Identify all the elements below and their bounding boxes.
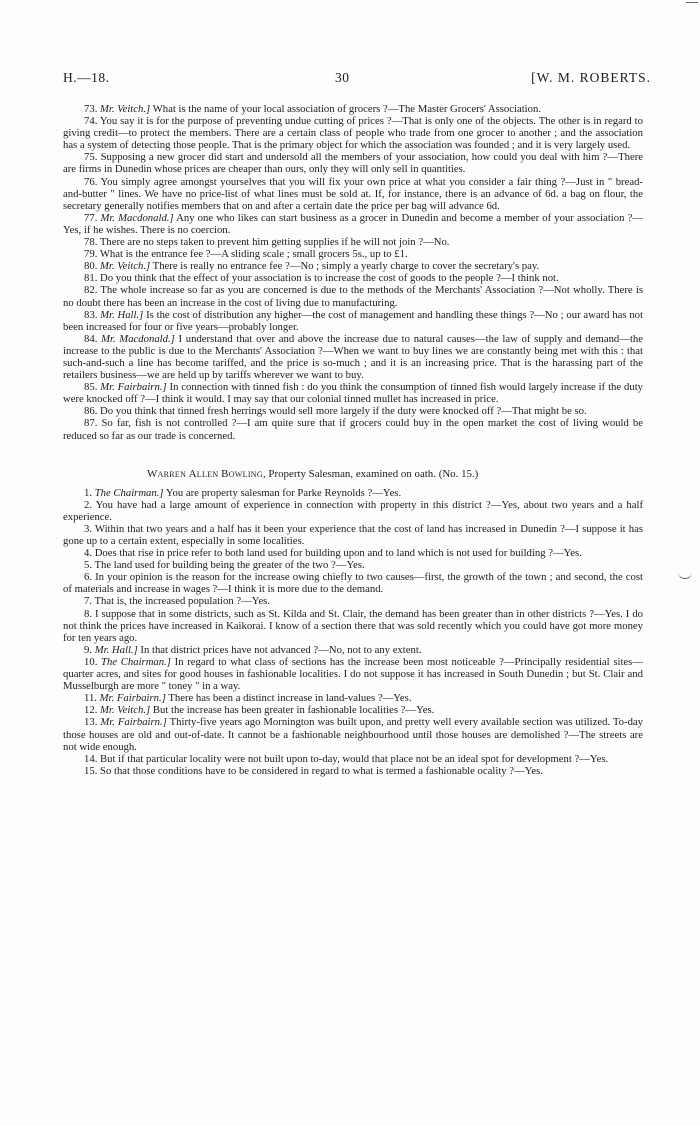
question-paragraph (63, 176, 643, 212)
question-number: 2. (84, 498, 93, 511)
speaker-name: The Chairman.] (101, 655, 171, 668)
question-number: 1. (84, 486, 93, 499)
question-paragraph (63, 692, 643, 704)
question-number: 15. (84, 764, 98, 777)
question-number: 83. (84, 308, 98, 321)
margin-tick (686, 2, 698, 3)
witness-heading (63, 468, 643, 481)
question-text: You are property salesman for Parke Reynolds ?—Yes. (163, 486, 402, 499)
question-number: 10. (84, 655, 98, 668)
witness-surname: Bowling (221, 467, 263, 480)
question-text: There is really no entrance fee ?—No ; simply a yearly charge to cover the secretary's pay. (150, 260, 540, 273)
question-paragraph (63, 547, 643, 559)
question-paragraph (63, 417, 643, 441)
witness-header: [W. M. ROBERTS. (531, 70, 651, 85)
question-text: But the increase has been greater in fashionable localities ?—Yes. (150, 704, 435, 717)
question-paragraph (63, 212, 643, 236)
question-paragraph (63, 595, 643, 607)
speaker-name: Mr. Fairbairn.] (100, 716, 167, 729)
question-paragraph (63, 644, 643, 656)
question-number: 76. (84, 175, 98, 188)
document-page (63, 70, 651, 777)
question-text: What is the name of your local association of grocers ?—The Master Grocers' Association. (150, 103, 542, 115)
question-text: You simply agree amongst yourselves that you will fix your own price at what you consider a fair thing ?—Just in " bread-and-butter " lines. We have no price-list of what lines must be sold at. If, for instance, there is an advance of 6d. a bag on flour, the secretary generally notifies members that on and after a certain date the price per bag will advance 6d. (63, 175, 643, 212)
question-paragraph (63, 260, 643, 272)
question-text: Supposing a new grocer did start and undersold all the members of your association, how could you deal with him ?—There are firms in Dunedin whose prices are cheaper than ours, only they will only sell in quantities. (63, 151, 644, 176)
question-number: 82. (84, 284, 98, 297)
question-text: I understand that over and above the increase due to natural causes—the law of supply and demand—the increase to the public is due to the Merchants' Association ?—When we want to buy lines we are constantly being met with this : that such-and-such a line has become tariffed, and the price is so-much ; and it is an increasing price. That is the harassing part of the retailers business—we are held up by tariffs wherever we want to buy. (63, 332, 644, 382)
witness-name: Warren Allen (147, 467, 219, 480)
question-text: Thirty-five years ago Mornington was built upon, and pretty well every available section was utilized. To-day those houses are old and out-of-date. It cannot be a fashionable neighbourhood until those houses are demolished ?—The streets are not wide enough. (63, 716, 644, 753)
question-number: 6. (84, 571, 93, 584)
question-paragraph (63, 608, 643, 644)
question-text: In connection with tinned fish : do you think the consumption of tinned fish would largely increase if the duty were knocked off ?—I think it would. I may say that our colonial tinned mullet has increased in price. (63, 381, 644, 406)
question-number: 8. (84, 607, 93, 620)
question-paragraph (63, 559, 643, 571)
question-number: 7. (84, 595, 93, 608)
question-text: There are no steps taken to prevent him getting supplies if he will not join ?—No. (99, 236, 450, 249)
speaker-name: The Chairman.] (94, 486, 164, 499)
question-paragraph (63, 272, 643, 284)
question-paragraph (63, 704, 643, 716)
question-text: But if that particular locality were not built upon to-day, would that place not be an ideal spot for development ?—Yes. (100, 752, 609, 765)
question-number: 74. (84, 115, 98, 128)
question-number: 80. (84, 260, 98, 273)
question-text: In that district prices have not advanced ?—No, not to any extent. (137, 643, 422, 656)
question-text: Does that rise in price refer to both land used for building upon and to land which is not used for building ?—Yes. (94, 547, 582, 560)
question-number: 84. (84, 332, 98, 345)
question-paragraph (63, 523, 643, 547)
question-paragraph (63, 487, 643, 499)
question-text: In your opinion is the reason for the increase owing chiefly to two causes—first, the growth of the town ; and second, the cost of materials and increase in wages ?—I think it is more due to the demand. (63, 571, 644, 596)
question-paragraph (63, 115, 643, 151)
question-number: 77. (84, 211, 98, 224)
question-number: 5. (84, 559, 93, 572)
report-code: H.—18. (63, 70, 110, 85)
question-text: You say it is for the purpose of preventing undue cutting of prices ?—That is only one of the objects. The other is in regard to giving credit—to protect the members. There are a certain class of people who trade from one grocer to another ; and the association has a system of detecting those people. That is the primary object for which the association was founded ; and it is very largely used. (63, 115, 643, 152)
question-text: The land used for building being the greater of the two ?—Yes. (94, 559, 365, 572)
question-number: 12. (84, 704, 98, 717)
question-text: Any one who likes can start business as a grocer in Dunedin and become a member of your association ?—Yes, if he wishes. There is no coercion. (63, 211, 643, 236)
question-number: 87. (84, 417, 98, 430)
question-text: In regard to what class of sections has the increase been most noticeable ?—Principally residential sites—quarter acres, and sites for good houses in fashionable localities. I do not suppose it has increased in South Dunedin ; but St. Clair and Musselburgh are more " toney " in a way. (63, 655, 644, 693)
question-number: 4. (84, 547, 93, 560)
speaker-name: Mr. Hall.] (94, 643, 138, 656)
question-text: So that those conditions have to be considered in regard to what is termed a fashionable ocality ?—Yes. (100, 764, 543, 777)
speaker-name: Mr. Veitch.] (100, 704, 151, 717)
question-number: 3. (84, 522, 93, 535)
testimony-roberts (63, 103, 643, 442)
question-paragraph (63, 103, 643, 115)
question-number: 75. (84, 151, 98, 164)
question-paragraph (63, 333, 643, 381)
question-paragraph (63, 248, 643, 260)
speaker-name: Mr. Macdonald.] (101, 332, 175, 345)
question-text: You have had a large amount of experience in connection with property in this district ?—Yes, about two years and a half experience. (63, 498, 643, 523)
speaker-name: Mr. Macdonald.] (100, 211, 174, 224)
question-paragraph (63, 753, 643, 765)
question-paragraph (63, 571, 643, 595)
question-text: I suppose that in some districts, such as St. Kilda and St. Clair, the demand has been greater than in other districts ?—Yes. I do not think the prices have increased in Kaikorai. I know of a section there that was sold recently which you could have got more money for ten years ago. (63, 607, 643, 644)
question-number: 11. (84, 692, 97, 705)
page-header (63, 70, 651, 92)
question-number: 73. (84, 103, 98, 115)
question-paragraph (63, 284, 643, 308)
question-text: The whole increase so far as you are concerned is due to the methods of the Merchants' Association ?—Not wholly. There is no doubt there has been an increase in the cost of living due to manufacturing. (63, 284, 643, 309)
speaker-name: Mr. Hall.] (100, 308, 144, 321)
question-text: Do you think that the effect of your association is to increase the cost of goods to the people ?—I think not. (100, 272, 559, 285)
speaker-name: Mr. Veitch.] (100, 260, 151, 273)
question-number: 79. (84, 248, 98, 261)
document-body (63, 103, 643, 777)
question-paragraph (63, 309, 643, 333)
question-paragraph (63, 716, 643, 752)
question-paragraph (63, 765, 643, 777)
question-number: 78. (84, 236, 98, 249)
question-text: What is the entrance fee ?—A sliding scale ; small grocers 5s., up to £1. (99, 248, 408, 261)
speaker-name: Mr. Veitch.] (100, 103, 151, 115)
question-number: 14. (84, 752, 98, 765)
question-text: So far, fish is not controlled ?—I am quite sure that if grocers could buy in the open market the cost of living would be reduced so far as our trade is concerned. (63, 417, 644, 442)
question-paragraph (63, 499, 643, 523)
question-number: 81. (84, 272, 98, 285)
witness-description: , Property Salesman, examined on oath. (No. 15.) (262, 467, 479, 480)
question-paragraph (63, 656, 643, 692)
question-paragraph (63, 405, 643, 417)
question-number: 9. (84, 643, 93, 656)
question-paragraph (63, 381, 643, 405)
page-number: 30 (335, 70, 350, 85)
margin-mark (678, 570, 692, 579)
question-paragraph (63, 236, 643, 248)
question-text: Is the cost of distribution any higher—the cost of management and handling these things ?—No ; our award has not been increased for four or five years—probably longer. (63, 308, 643, 333)
question-number: 13. (84, 716, 98, 729)
speaker-name: Mr. Fairbairn.] (99, 692, 166, 705)
question-paragraph (63, 151, 643, 175)
question-number: 86. (84, 405, 98, 418)
question-number: 85. (84, 381, 98, 394)
question-text: There has been a distinct increase in land-values ?—Yes. (165, 692, 412, 705)
testimony-bowling (63, 487, 643, 777)
speaker-name: Mr. Fairbairn.] (100, 381, 167, 394)
question-text: Within that two years and a half has it been your experience that the cost of land has increased in Dunedin ?—I suppose it has gone up to a certain extent, especially in some localities. (63, 522, 643, 547)
question-text: That is, the increased population ?—Yes. (94, 595, 271, 608)
question-text: Do you think that tinned fresh herrings would sell more largely if the duty were knocked off ?—That might be so. (100, 405, 587, 418)
